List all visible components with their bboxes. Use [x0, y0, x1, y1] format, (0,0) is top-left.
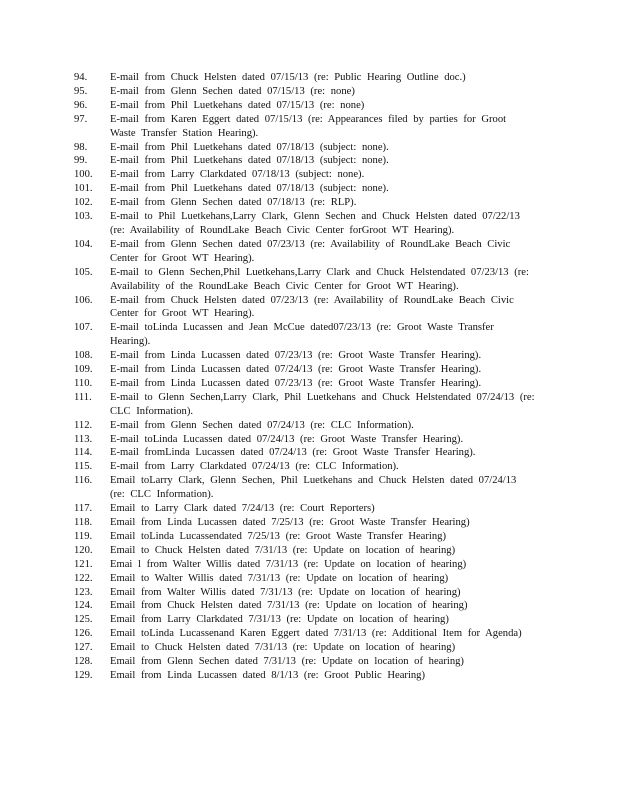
- item-number: 105.: [74, 266, 93, 278]
- list-item: [0, 460, 618, 474]
- item-text: E-mail from Phil Luetkehans dated 07/18/13 (subject: none).: [110, 141, 389, 153]
- list-item: [0, 210, 618, 238]
- item-number: 110.: [74, 377, 93, 389]
- list-item: [0, 516, 618, 530]
- item-number: 115.: [74, 461, 93, 473]
- item-number: 103.: [74, 211, 93, 223]
- list-item: [0, 141, 618, 155]
- item-number: 107.: [74, 322, 93, 334]
- list-item: [0, 321, 618, 349]
- item-number: 125.: [74, 614, 93, 626]
- item-number: 97.: [74, 113, 88, 125]
- list-item: [0, 196, 618, 210]
- item-text: E-mail from Karen Eggert dated 07/15/13 (re: Appearances filed by parties for Groot Waste Transfer Station Hearing).: [110, 113, 507, 139]
- list-item: [0, 446, 618, 460]
- list-item: [0, 572, 618, 586]
- item-number: 96.: [74, 99, 88, 111]
- item-text: E-mail from Glenn Sechen dated 07/23/13 (re: Availability of RoundLake Beach Civic Center for Groot WT Hearing).: [110, 238, 511, 264]
- item-text: Email to Chuck Helsten dated 7/31/13 (re: Update on location of hearing): [110, 544, 456, 556]
- item-text: E-mail fromLinda Lucassen dated 07/24/13 (re: Groot Waste Transfer Hearing).: [110, 447, 476, 459]
- item-number: 109.: [74, 364, 93, 376]
- item-number: 99.: [74, 155, 88, 167]
- item-number: 128.: [74, 656, 93, 668]
- list-item: [0, 655, 618, 669]
- item-text: Email toLinda Lucassenand Karen Eggert dated 7/31/13 (re: Additional Item for Agenda): [110, 628, 522, 640]
- list-item: [0, 586, 618, 600]
- item-number: 98.: [74, 141, 88, 153]
- item-number: 108.: [74, 350, 93, 362]
- list-item: [0, 502, 618, 516]
- list-item: [0, 391, 618, 419]
- list-item: [0, 641, 618, 655]
- correspondence-list: [0, 71, 618, 683]
- item-number: 112.: [74, 419, 93, 431]
- list-item: [0, 530, 618, 544]
- item-text: E-mail from Larry Clarkdated 07/24/13 (re: CLC Information).: [110, 461, 399, 473]
- list-item: [0, 474, 618, 502]
- list-item: [0, 168, 618, 182]
- list-item: [0, 544, 618, 558]
- item-text: Email from Linda Lucassen dated 7/25/13 (re: Groot Waste Transfer Hearing): [110, 517, 470, 528]
- item-text: Emai l from Walter Willis dated 7/31/13 (re: Update on location of hearing): [110, 558, 467, 570]
- item-text: E-mail from Phil Luetkehans dated 07/18/13 (subject: none).: [110, 155, 389, 167]
- item-number: 106.: [74, 294, 93, 306]
- item-text: E-mail from Phil Luetkehans dated 07/15/13 (re: none): [110, 99, 365, 111]
- list-item: [0, 627, 618, 641]
- item-text: E-mail from Glenn Sechen dated 07/15/13 (re: none): [110, 85, 355, 97]
- item-text: E-mail toLinda Lucassen and Jean McCue dated07/23/13 (re: Groot Waste Transfer Hearing).: [110, 322, 494, 348]
- item-text: E-mail from Chuck Helsten dated 07/23/13 (re: Availability of RoundLake Beach Civic Center for Groot WT Hearing).: [110, 294, 514, 320]
- item-number: 122.: [74, 572, 93, 584]
- item-number: 121.: [74, 558, 93, 570]
- item-number: 117.: [74, 503, 93, 515]
- list-item: [0, 349, 618, 363]
- item-number: 124.: [74, 600, 93, 612]
- list-item: [0, 363, 618, 377]
- item-text: Email to Chuck Helsten dated 7/31/13 (re: Update on location of hearing): [110, 642, 456, 654]
- list-item: [0, 113, 618, 141]
- item-text: E-mail to Glenn Sechen,Larry Clark, Phil Luetkehans and Chuck Helstendated 07/24/13 (re: CLC Information).: [110, 391, 535, 417]
- item-text: E-mail to Phil Luetkehans,Larry Clark, Glenn Sechen and Chuck Helsten dated 07/22/13 (re: Availability of RoundLake Beach Civic Center forGroot WT Hearing).: [110, 211, 520, 236]
- item-number: 104.: [74, 238, 93, 250]
- item-text: E-mail from Linda Lucassen dated 07/23/13 (re: Groot Waste Transfer Hearing).: [110, 350, 482, 362]
- item-text: Email from Glenn Sechen dated 7/31/13 (re: Update on location of hearing): [110, 656, 464, 668]
- list-item: [0, 669, 618, 683]
- item-number: 116.: [74, 475, 93, 487]
- item-number: 126.: [74, 628, 93, 640]
- item-text: Email from Chuck Helsten dated 7/31/13 (re: Update on location of hearing): [110, 600, 468, 612]
- item-number: 123.: [74, 586, 93, 598]
- item-text: Email from Walter Willis dated 7/31/13 (re: Update on location of hearing): [110, 586, 461, 598]
- list-item: [0, 71, 618, 85]
- item-number: 114.: [74, 447, 93, 459]
- item-number: 102.: [74, 197, 93, 209]
- item-text: Email to Walter Willis dated 7/31/13 (re: Update on location of hearing): [110, 572, 449, 584]
- item-text: Email from Larry Clarkdated 7/31/13 (re: Update on location of hearing): [110, 614, 449, 626]
- item-text: E-mail from Linda Lucassen dated 07/23/13 (re: Groot Waste Transfer Hearing).: [110, 377, 482, 389]
- list-item: [0, 419, 618, 433]
- item-number: 119.: [74, 530, 93, 542]
- item-text: Email toLinda Lucassendated 7/25/13 (re: Groot Waste Transfer Hearing): [110, 530, 446, 542]
- list-item: [0, 99, 618, 113]
- item-number: 100.: [74, 169, 93, 181]
- item-number: 120.: [74, 544, 93, 556]
- item-text: E-mail from Larry Clarkdated 07/18/13 (subject: none).: [110, 169, 365, 181]
- list-item: [0, 154, 618, 168]
- list-item: [0, 85, 618, 99]
- item-number: 95.: [74, 85, 88, 97]
- list-item: [0, 377, 618, 391]
- item-number: 127.: [74, 642, 93, 654]
- item-number: 101.: [74, 183, 93, 195]
- item-text: Email from Linda Lucassen dated 8/1/13 (re: Groot Public Hearing): [110, 669, 426, 681]
- item-text: E-mail from Glenn Sechen dated 07/18/13 (re: RLP).: [110, 197, 357, 209]
- item-text: Email toLarry Clark, Glenn Sechen, Phil Luetkehans and Chuck Helsten dated 07/24/13 (re: CLC Information).: [110, 475, 517, 501]
- item-text: E-mail toLinda Lucassen dated 07/24/13 (re: Groot Waste Transfer Hearing).: [110, 433, 464, 445]
- item-text: E-mail from Glenn Sechen dated 07/24/13 (re: CLC Information).: [110, 419, 414, 431]
- list-item: [0, 266, 618, 294]
- item-number: 111.: [74, 391, 92, 403]
- list-item: [0, 182, 618, 196]
- item-number: 118.: [74, 517, 93, 528]
- item-text: E-mail from Linda Lucassen dated 07/24/13 (re: Groot Waste Transfer Hearing).: [110, 364, 482, 376]
- item-text: E-mail from Phil Luetkehans dated 07/18/13 (subject: none).: [110, 183, 389, 195]
- item-text: E-mail from Chuck Helsten dated 07/15/13 (re: Public Hearing Outline doc.): [110, 72, 466, 83]
- list-item: [0, 599, 618, 613]
- item-text: E-mail to Glenn Sechen,Phil Luetkehans,Larry Clark and Chuck Helstendated 07/23/13 (re: Availability of the RoundLake Beach Civic Center for Groot WT Hearing).: [110, 266, 529, 292]
- list-item: [0, 238, 618, 266]
- list-item: [0, 613, 618, 627]
- list-item: [0, 433, 618, 447]
- list-item: [0, 558, 618, 572]
- item-text: Email to Larry Clark dated 7/24/13 (re: Court Reporters): [110, 503, 375, 515]
- item-number: 94.: [74, 72, 88, 83]
- item-number: 129.: [74, 669, 93, 681]
- item-number: 113.: [74, 433, 93, 445]
- list-item: [0, 294, 618, 322]
